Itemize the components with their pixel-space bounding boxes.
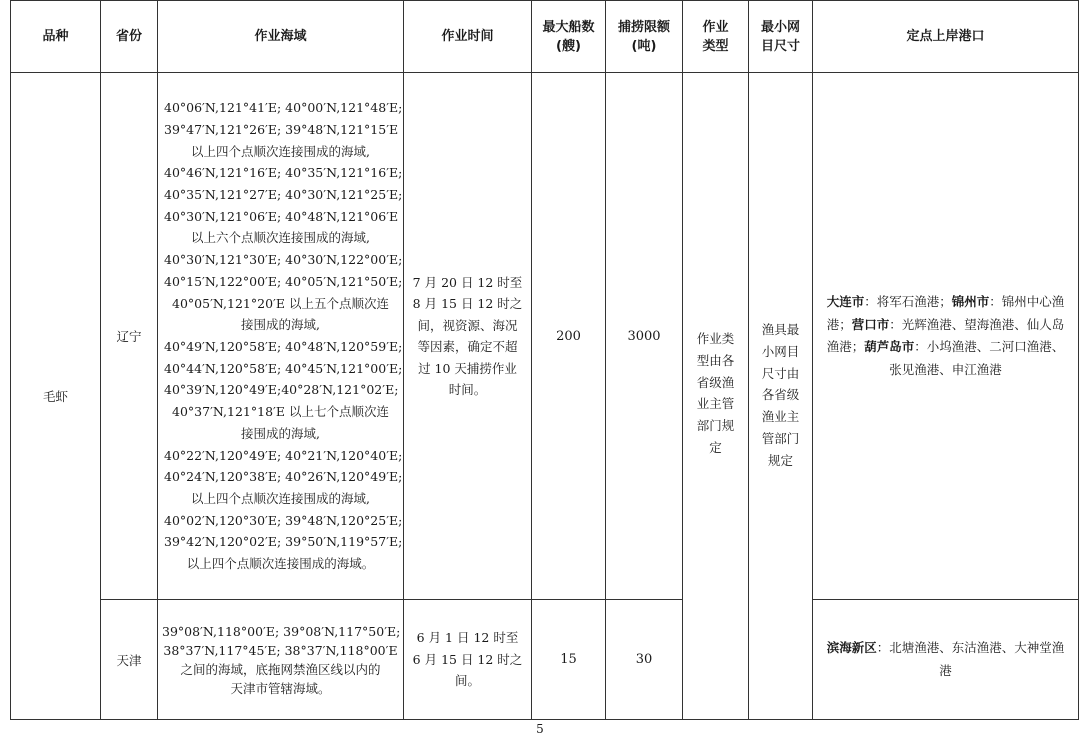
mesh-line: 渔业主	[761, 409, 800, 425]
area-line: 40°30′N,121°30′E; 40°30′N,122°00′E;	[164, 252, 403, 268]
area-line: 40°06′N,121°41′E; 40°00′N,121°48′E;	[164, 100, 403, 116]
port-list: ：将军石渔港；	[864, 294, 952, 309]
area-line: 以上四个点顺次连接围成的海域,	[191, 490, 370, 506]
gear-type-line: 省级渔	[696, 374, 735, 390]
port-list: ：北塘渔港、东沽渔港、大神堂渔港	[876, 640, 1065, 678]
area-line: 接围成的海域,	[241, 425, 320, 441]
area-line: 之间的海域，底拖网禁渔区线以内的	[180, 661, 381, 677]
port-city: 滨海新区	[826, 640, 877, 655]
quota-cell: 3000	[606, 73, 683, 600]
port-list: ：小坞渔港、二河口渔港、张见渔港、申江渔港	[889, 339, 1065, 377]
area-line: 39°47′N,121°26′E; 39°48′N,121°15′E	[164, 121, 399, 137]
area-line: 38°37′N,117°45′E; 38°37′N,118°00′E	[163, 642, 398, 658]
area-cell	[158, 73, 404, 600]
page-number: 5	[536, 722, 544, 736]
area-line: 以上六个点顺次连接围成的海域,	[191, 230, 370, 246]
species-cell: 毛虾	[11, 73, 101, 720]
port-list: ：锦州中心渔港；	[826, 294, 1065, 332]
header-max-boats: 最大船数 (艘)	[532, 1, 606, 73]
mesh-line: 管部门	[761, 430, 800, 446]
header-ports: 定点上岸港口	[813, 1, 1079, 73]
mesh-line: 各省级	[761, 387, 800, 403]
area-line: 40°02′N,120°30′E; 39°48′N,120°25′E;	[164, 512, 403, 528]
area-line: 39°08′N,118°00′E; 39°08′N,117°50′E;	[162, 623, 401, 639]
quota-cell: 30	[606, 600, 683, 720]
time-cell	[404, 600, 532, 720]
area-line: 39°42′N,120°02′E; 39°50′N,119°57′E;	[164, 534, 403, 550]
time-line: 7 月 20 日 12 时至	[412, 274, 523, 290]
area-line: 40°44′N,120°58′E; 40°45′N,121°00′E;	[164, 360, 403, 376]
area-line: 40°46′N,121°16′E; 40°35′N,121°16′E;	[164, 165, 403, 181]
time-line: 间，视资源、海况	[417, 317, 518, 333]
area-line: 40°39′N,120°49′E;40°28′N,121°02′E;	[164, 382, 399, 398]
header-gear-type: 作业 类型	[683, 1, 749, 73]
header-mesh: 最小网 目尺寸	[749, 1, 813, 73]
max-boats-cell: 200	[532, 73, 606, 600]
mesh-line: 渔具最	[761, 322, 800, 337]
province-cell: 辽宁	[101, 73, 158, 600]
header-area: 作业海域	[158, 1, 404, 73]
mesh-line: 规定	[767, 452, 793, 468]
time-line: 等因素，确定不超	[417, 339, 518, 354]
time-line: 过 10 天捕捞作业	[418, 360, 517, 376]
fishing-quota-table	[10, 0, 1079, 720]
port-list: ：光辉渔港、望海渔港、仙人岛渔港；	[826, 316, 1065, 354]
table-row-liaoning	[11, 73, 1079, 600]
area-cell	[158, 600, 404, 720]
header-time: 作业时间	[404, 1, 532, 73]
header-quota: 捕捞限额 (吨)	[606, 1, 683, 73]
time-cell	[404, 73, 532, 600]
mesh-line: 尺寸由	[761, 365, 800, 381]
gear-type-line: 型由各	[696, 352, 735, 368]
ports-cell	[813, 73, 1079, 600]
port-city: 锦州市	[951, 294, 990, 309]
header-species: 品种	[11, 1, 101, 73]
area-line: 以上四个点顺次连接围成的海域,	[191, 143, 370, 159]
area-line: 40°24′N,120°38′E; 40°26′N,120°49′E;	[164, 469, 403, 485]
time-line: 8 月 15 日 12 时之	[412, 296, 523, 311]
ports-cell	[813, 600, 1079, 720]
port-city: 营口市	[851, 316, 890, 332]
port-city: 葫芦岛市	[864, 339, 915, 354]
area-line: 40°22′N,120°49′E; 40°21′N,120°40′E;	[164, 447, 403, 463]
area-line: 40°49′N,120°58′E; 40°48′N,120°59′E;	[164, 339, 403, 354]
area-line: 40°37′N,121°18′E 以上七个点顺次连	[172, 404, 389, 420]
area-line: 以上四个点顺次连接围成的海域。	[186, 556, 375, 572]
time-line: 6 月 1 日 12 时至	[416, 630, 519, 646]
gear-type-line: 业主管	[696, 396, 735, 412]
table-row-tianjin	[11, 600, 1079, 720]
port-city: 大连市	[826, 294, 865, 309]
gear-type-line: 定	[709, 439, 722, 455]
time-line: 时间。	[448, 382, 487, 397]
gear-type-line: 部门规	[696, 418, 735, 434]
max-boats-cell: 15	[532, 600, 606, 720]
gear-type-line: 作业类	[696, 331, 735, 346]
header-row	[11, 1, 1079, 73]
area-line: 40°15′N,122°00′E; 40°05′N,121°50′E;	[164, 273, 403, 289]
time-line: 间。	[454, 673, 480, 689]
header-province: 省份	[101, 1, 158, 73]
area-line: 40°05′N,121°20′E 以上五个点顺次连	[172, 295, 389, 311]
area-line: 接围成的海域,	[241, 317, 320, 333]
province-cell: 天津	[101, 600, 158, 720]
mesh-cell	[749, 73, 813, 720]
time-line: 6 月 15 日 12 时之	[412, 651, 523, 667]
area-line: 40°35′N,121°27′E; 40°30′N,121°25′E;	[164, 187, 403, 203]
mesh-line: 小网目	[761, 343, 800, 359]
gear-type-cell	[683, 73, 749, 720]
area-line: 40°30′N,121°06′E; 40°48′N,121°06′E	[164, 208, 399, 224]
area-line: 天津市管辖海域。	[230, 680, 331, 696]
